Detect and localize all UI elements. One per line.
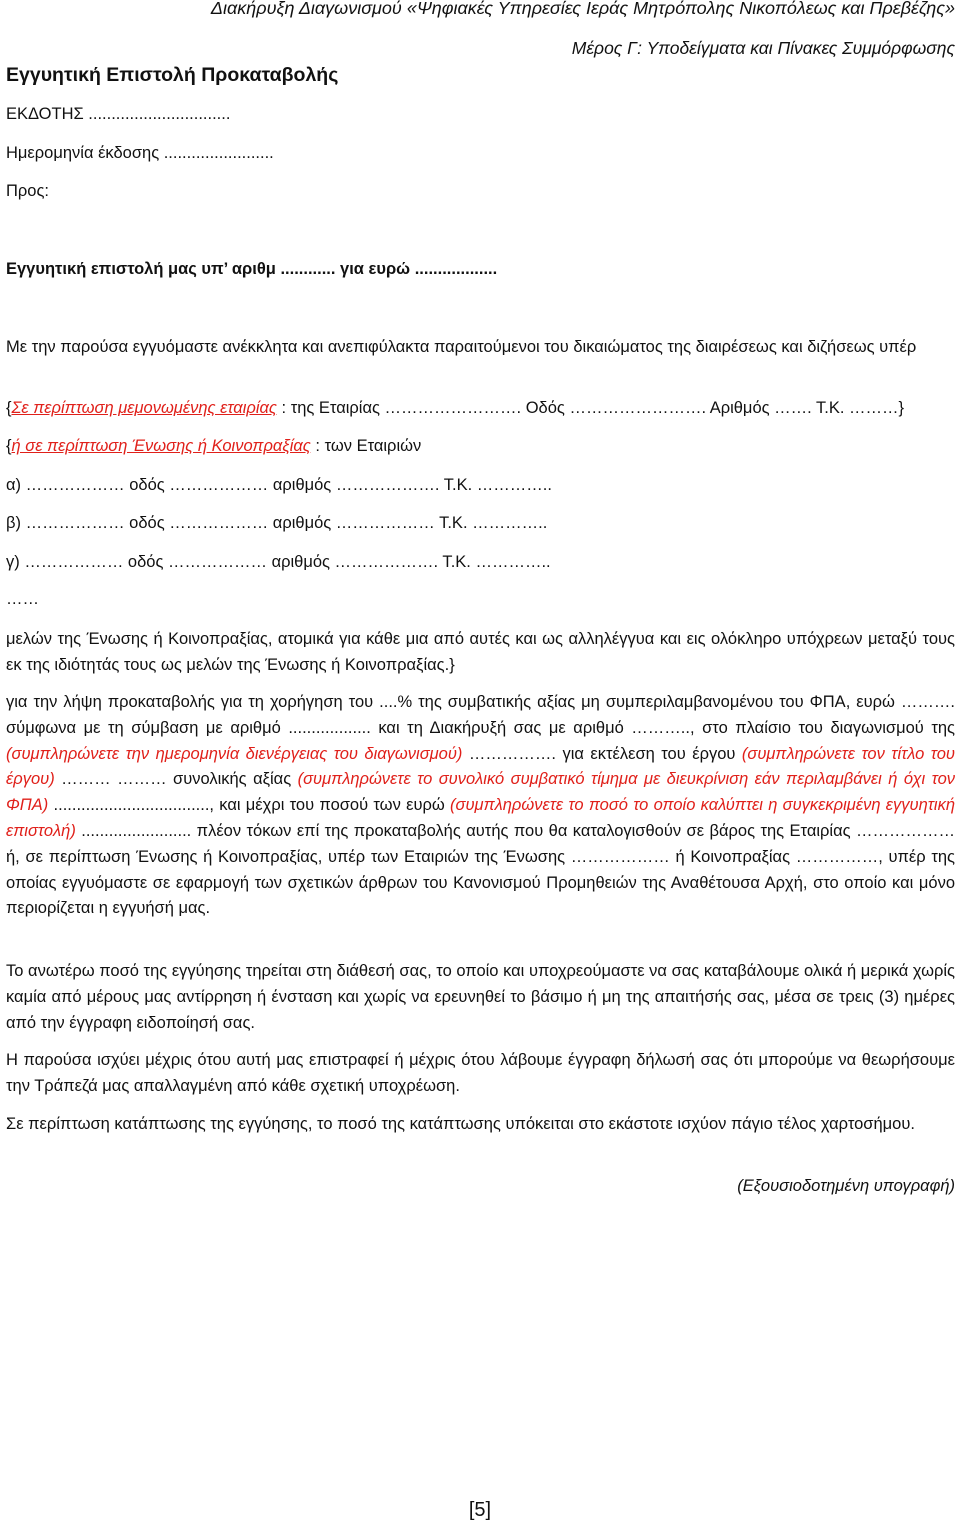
issuer-line: ΕΚΔΟΤΗΣ ...............................: [6, 105, 231, 123]
single-company-fields: : της Εταιρίας ……………………. Οδός ……………………. Αριθμός ……. Τ.Κ. ………}: [276, 399, 905, 417]
main-text-1: για την λήψη προκαταβολής για τη χορήγηση του ....% της συμβατικής αξίας μη συμπεριλαμβανομένου του ΦΠΑ, ευρώ ………. σύμφωνα με τη σύμβαση με αριθμό .................. και τη Διακήρυξή σας με αριθμό ……….., στο πλαίσιο του διαγωνισμού της: [6, 693, 955, 737]
header-title: Διακήρυξη Διαγωνισμού «Ψηφιακές Υπηρεσίες Ιεράς Μητρόπολης Νικοπόλεως και Πρεβέζης»: [210, 0, 955, 18]
single-company-line: [6, 399, 904, 418]
instruction-title: (συμπληρώνετε τον τίτλο του έργου): [6, 744, 955, 789]
joint-venture-line: [6, 437, 421, 456]
amount-paragraph: Το ανωτέρω ποσό της εγγύησης τηρείται στη διάθεσή σας, το οποίο και υποχρεούμαστε να σας καταβάλουμε ολικά ή μερικά χωρίς καμία από μέρους μας αντίρρηση ή ένσταση και χωρίς να ερευνηθεί το βάσιμο ή μη της απαιτήσής σας, μέσα σε τρεις (3) ημέρες από την έγγραφη ειδοποίησή σας.: [6, 962, 955, 1032]
instruction-total-price: (συμπληρώνετε το συνολικό συμβατικό τίμημα με διευκρίνιση εάν περιλαμβάνει ή όχι τον ΦΠΑ): [6, 770, 955, 815]
member-line-b: β) ……………… οδός ……………… αριθμός ……………… Τ.Κ. …………..: [6, 514, 548, 532]
recipient-line: Προς:: [6, 182, 50, 200]
document-title: Εγγυητική Επιστολή Προκαταβολής: [6, 64, 339, 86]
member-line-more: ……: [6, 590, 39, 608]
main-text-5: ........................ πλέον τόκων επί της προκαταβολής αυτής που θα καταλογισθούν σε βάρος της Εταιρίας ……………… ή, σε περίπτωση Ένωσης ή Κοινοπραξίας, υπέρ των Εταιριών της Ένωσης ……………… ή Κοινοπραξίας ……………, υπέρ της οποίας εγγυόμαστε σε εφαρμογή των σχετικών άρθρων του Κανονισμού Προμηθειών της Αναθέτουσα Αρχή, στο οποίο και μόνο περιορίζεται η εγγυήσή μας.: [6, 821, 955, 918]
joint-venture-instruction: ή σε περίπτωση Ένωσης ή Κοινοπραξίας: [11, 437, 311, 455]
validity-paragraph: Η παρούσα ισχύει μέχρις ότου αυτή μας επιστραφεί ή μέχρις ότου λάβουμε έγγραφη δήλωσή σας ότι μπορούμε να θεωρήσουμε την Τράπεζά μας απαλλαγμένη από κάθε σχετική υποχρέωση.: [6, 1051, 955, 1095]
joint-venture-label: : των Εταιριών: [310, 437, 422, 455]
page-number: [5]: [468, 1499, 492, 1521]
main-paragraph: [6, 690, 955, 922]
instruction-amount: (συμπληρώνετε το ποσό το οποίο καλύπτει η συγκεκριμένη εγγυητική επιστολή): [6, 796, 955, 840]
signature-label: (Εξουσιοδοτημένη υπογραφή): [737, 1177, 955, 1195]
main-text-3: ……… ……… συνολικής αξίας: [54, 770, 298, 789]
member-line-a: α) ……………… οδός ……………… αριθμός ………………. Τ.Κ. …………..: [6, 476, 552, 494]
instruction-date: (συμπληρώνετε την ημερομηνία διενέργειας του διαγωνισμού): [6, 744, 463, 763]
issue-date-line: Ημερομηνία έκδοσης ........................: [6, 144, 274, 162]
letter-reference: Εγγυητική επιστολή μας υπ’ αριθμ ............ για ευρώ ..................: [6, 260, 498, 278]
forfeit-paragraph: Σε περίπτωση κατάπτωσης της εγγύησης, το ποσό της κατάπτωσης υπόκειται στο εκάστοτε ισχύον πάγιο τέλος χαρτοσήμου.: [6, 1115, 915, 1133]
intro-paragraph: Με την παρούσα εγγυόμαστε ανέκκλητα και ανεπιφύλακτα παραιτούμενοι του δικαιώματος της διαιρέσεως και διζήσεως υπέρ: [6, 338, 917, 356]
header-section: Μέρος Γ: Υποδείγματα και Πίνακες Συμμόρφωσης: [571, 38, 955, 58]
main-text-2: ……………. για εκτέλεση του έργου: [462, 744, 742, 763]
members-paragraph: μελών της Ένωσης ή Κοινοπραξίας, ατομικά για κάθε μια από αυτές και ως αλληλέγγυα και εις ολόκληρο υπόχρεων μεταξύ τους εκ της ιδιότητάς τους ως μελών της Ένωσης ή Κοινοπραξίας.}: [6, 630, 955, 674]
brace-open: {: [6, 399, 12, 417]
main-text-4: .................................., και μέχρι του ποσού των ευρώ: [48, 796, 451, 815]
single-company-instruction: Σε περίπτωση μεμονωμένης εταιρίας: [11, 399, 277, 417]
brace-open: {: [6, 437, 12, 455]
member-line-c: γ) ……………… οδός ……………… αριθμός ………………. Τ.Κ. …………..: [6, 553, 551, 571]
